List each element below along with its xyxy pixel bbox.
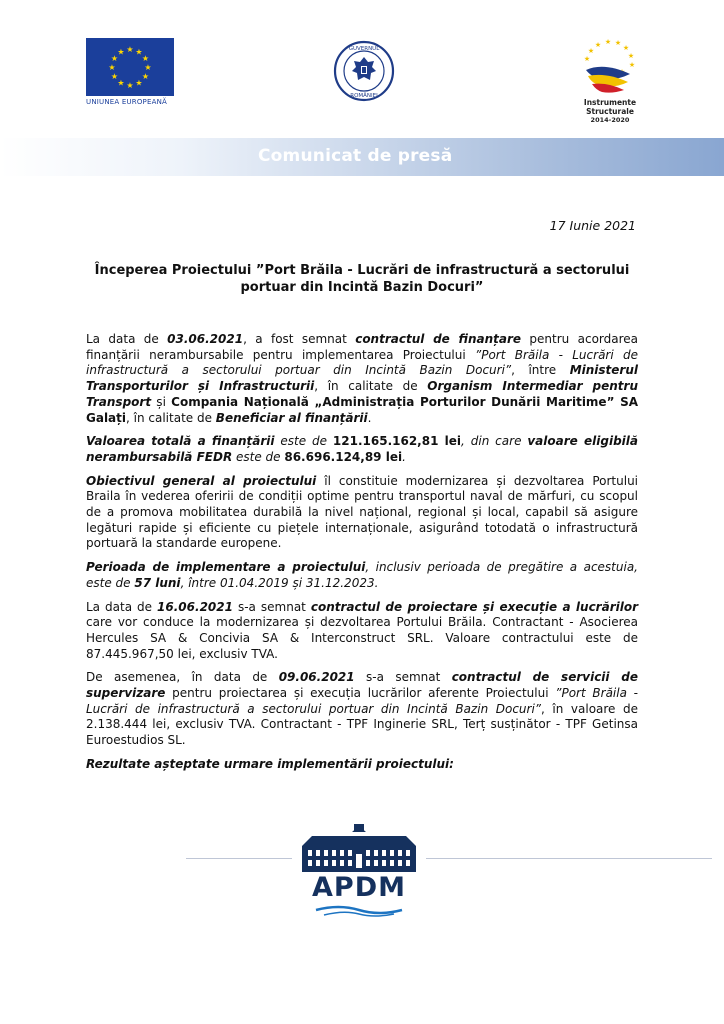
supervision-contract-name: contractul de servicii de supervizare bbox=[86, 670, 638, 701]
divider-right bbox=[426, 858, 712, 859]
svg-text:★: ★ bbox=[141, 54, 150, 63]
period-label: Perioada de implementare a proiectului bbox=[86, 560, 366, 575]
paragraph-supervision-contract bbox=[86, 670, 638, 749]
press-release-banner bbox=[0, 138, 724, 176]
contract-date: 03.06.2021 bbox=[167, 332, 244, 346]
svg-text:★: ★ bbox=[117, 47, 125, 57]
ministry-name: Ministerul Transporturilor și Infrastructurii bbox=[86, 363, 639, 394]
paragraph-expected-results bbox=[86, 757, 638, 773]
eu-flag-icon bbox=[86, 38, 174, 96]
text: și bbox=[151, 394, 172, 409]
svg-text:★: ★ bbox=[627, 52, 635, 60]
paragraph-contract-financing bbox=[86, 332, 638, 426]
design-contract-name: contractul de proiectare și execuție a lucrărilor bbox=[310, 599, 638, 614]
structural-instruments-title: Instrumente Structurale bbox=[583, 98, 637, 116]
svg-text:★: ★ bbox=[117, 78, 125, 88]
svg-text:★: ★ bbox=[622, 44, 630, 52]
intermediate-body: Organism Intermediar pentru Transport bbox=[86, 379, 638, 409]
period-months: 57 luni bbox=[134, 575, 181, 590]
text: este de bbox=[232, 449, 285, 464]
svg-text:ROMÂNIEI: ROMÂNIEI bbox=[350, 93, 378, 99]
government-seal-icon bbox=[333, 40, 395, 102]
text: La data de bbox=[86, 332, 168, 346]
design-contract-date: 16.06.2021 bbox=[157, 599, 233, 614]
svg-text:★: ★ bbox=[110, 54, 119, 63]
eu-label: UNIUNEA EUROPEANĂ bbox=[86, 98, 167, 106]
text: s-a semnat bbox=[354, 670, 452, 685]
apdm-logo-text: APDM bbox=[312, 872, 406, 903]
text: , în calitate de bbox=[126, 410, 216, 425]
document-body bbox=[86, 332, 638, 781]
svg-text:GUVERNUL: GUVERNUL bbox=[348, 46, 380, 52]
total-value-label: Valoarea totală a finanțării bbox=[86, 434, 275, 449]
svg-text:★: ★ bbox=[604, 38, 612, 46]
divider-left bbox=[186, 858, 292, 859]
paragraph-implementation-period bbox=[86, 560, 638, 591]
contract-name: contractul de finanțare bbox=[355, 332, 522, 346]
beneficiary-label: Beneficiar al finanțării bbox=[215, 410, 368, 425]
document-title: Începerea Proiectului ”Port Brăila - Lucrări de infrastructură a sectorului portuar din Incintă Bazin Docuri” bbox=[94, 263, 630, 295]
structural-instruments-years: 2014-2020 bbox=[590, 116, 630, 124]
text: , din care bbox=[461, 434, 528, 449]
text: La data de bbox=[86, 599, 158, 614]
svg-text:★: ★ bbox=[110, 72, 119, 81]
svg-text:★: ★ bbox=[628, 61, 636, 69]
company-name: Compania Națională „Administrația Porturilor Dunării Maritime” SA Galați bbox=[86, 394, 638, 425]
svg-text:★: ★ bbox=[594, 41, 602, 49]
eligible-value-label: valoare eligibilă nerambursabilă FEDR bbox=[86, 434, 639, 464]
project-name: ”Port Brăila - Lucrări de infrastructură a sectorului portuar din Incintă Bazin Docuri” bbox=[86, 347, 638, 378]
text: , în valoare de 2.138.444 lei, exclusiv TVA. Contractant - TPF Inginerie SRL, Terț susținător - TPF Getinsa Euroestudios SL. bbox=[86, 701, 639, 748]
structural-instruments-logo bbox=[560, 34, 660, 124]
supervision-contract-date: 09.06.2021 bbox=[278, 670, 355, 685]
svg-text:★: ★ bbox=[144, 63, 152, 72]
paragraph-total-value bbox=[86, 434, 638, 465]
text: s-a semnat bbox=[232, 599, 311, 614]
text: De asemenea, în data de bbox=[86, 670, 279, 685]
text: , între bbox=[511, 363, 570, 378]
eligible-value: 86.696.124,89 lei bbox=[284, 449, 403, 464]
paragraph-design-contract bbox=[86, 600, 638, 663]
text: este de bbox=[274, 434, 333, 449]
text: pentru acordarea finanțării nerambursabile pentru implementarea Proiectului bbox=[86, 332, 639, 362]
text: , inclusiv perioada de pregătire a acestuia, este de bbox=[86, 560, 638, 590]
text: . bbox=[367, 410, 372, 425]
svg-text:★: ★ bbox=[108, 63, 116, 72]
total-value: 121.165.162,81 lei bbox=[332, 434, 462, 449]
svg-text:★: ★ bbox=[135, 78, 143, 88]
paragraph-objective bbox=[86, 474, 638, 553]
svg-text:★: ★ bbox=[135, 47, 143, 57]
text: , în calitate de bbox=[314, 379, 428, 394]
svg-text:★: ★ bbox=[583, 55, 591, 63]
svg-text:★: ★ bbox=[141, 72, 150, 81]
structural-instruments-icon bbox=[578, 34, 642, 96]
project-name: ”Port Brăila - Lucrări de infrastructură a sectorului portuar din Incintă Bazin Docuri” bbox=[86, 686, 638, 716]
document-date: 17 Iunie 2021 bbox=[549, 218, 636, 233]
text: , între 01.04.2019 și 31.12.2023. bbox=[180, 575, 379, 590]
text: care vor conduce la modernizarea și dezvoltarea Portului Brăila. Contractant - Asocierea Hercules SA & Concivia SA & Interconstruct SRL. Valoare contractului este de 87.445.967,50 lei, exclusiv TVA. bbox=[86, 615, 638, 661]
svg-text:★: ★ bbox=[587, 47, 595, 55]
text: . bbox=[402, 449, 406, 464]
svg-text:★: ★ bbox=[126, 45, 134, 54]
svg-text:★: ★ bbox=[126, 81, 134, 90]
svg-text:★: ★ bbox=[614, 39, 622, 47]
text: pentru proiectarea și execuția lucrărilor aferente Proiectului bbox=[165, 686, 556, 701]
text: , a fost semnat bbox=[243, 332, 356, 346]
objective-text: îl constituie modernizarea și dezvoltarea Portului Braila în vederea oferirii de condiții optime pentru transportul naval de mărfuri, cu scopul de a promova mobilitatea durabilă la nivel național, regional și local, capabil să asigure legături rapide și eficiente cu piețele internaționale, asigurând totodată o infrastructură portuară la standarde europene. bbox=[86, 473, 639, 551]
eu-logo bbox=[86, 38, 178, 106]
banner-title: Comunicat de presă bbox=[258, 146, 453, 166]
objective-label: Obiectivul general al proiectului bbox=[86, 473, 317, 488]
expected-results-heading: Rezultate așteptate urmare implementării proiectului: bbox=[86, 756, 454, 771]
